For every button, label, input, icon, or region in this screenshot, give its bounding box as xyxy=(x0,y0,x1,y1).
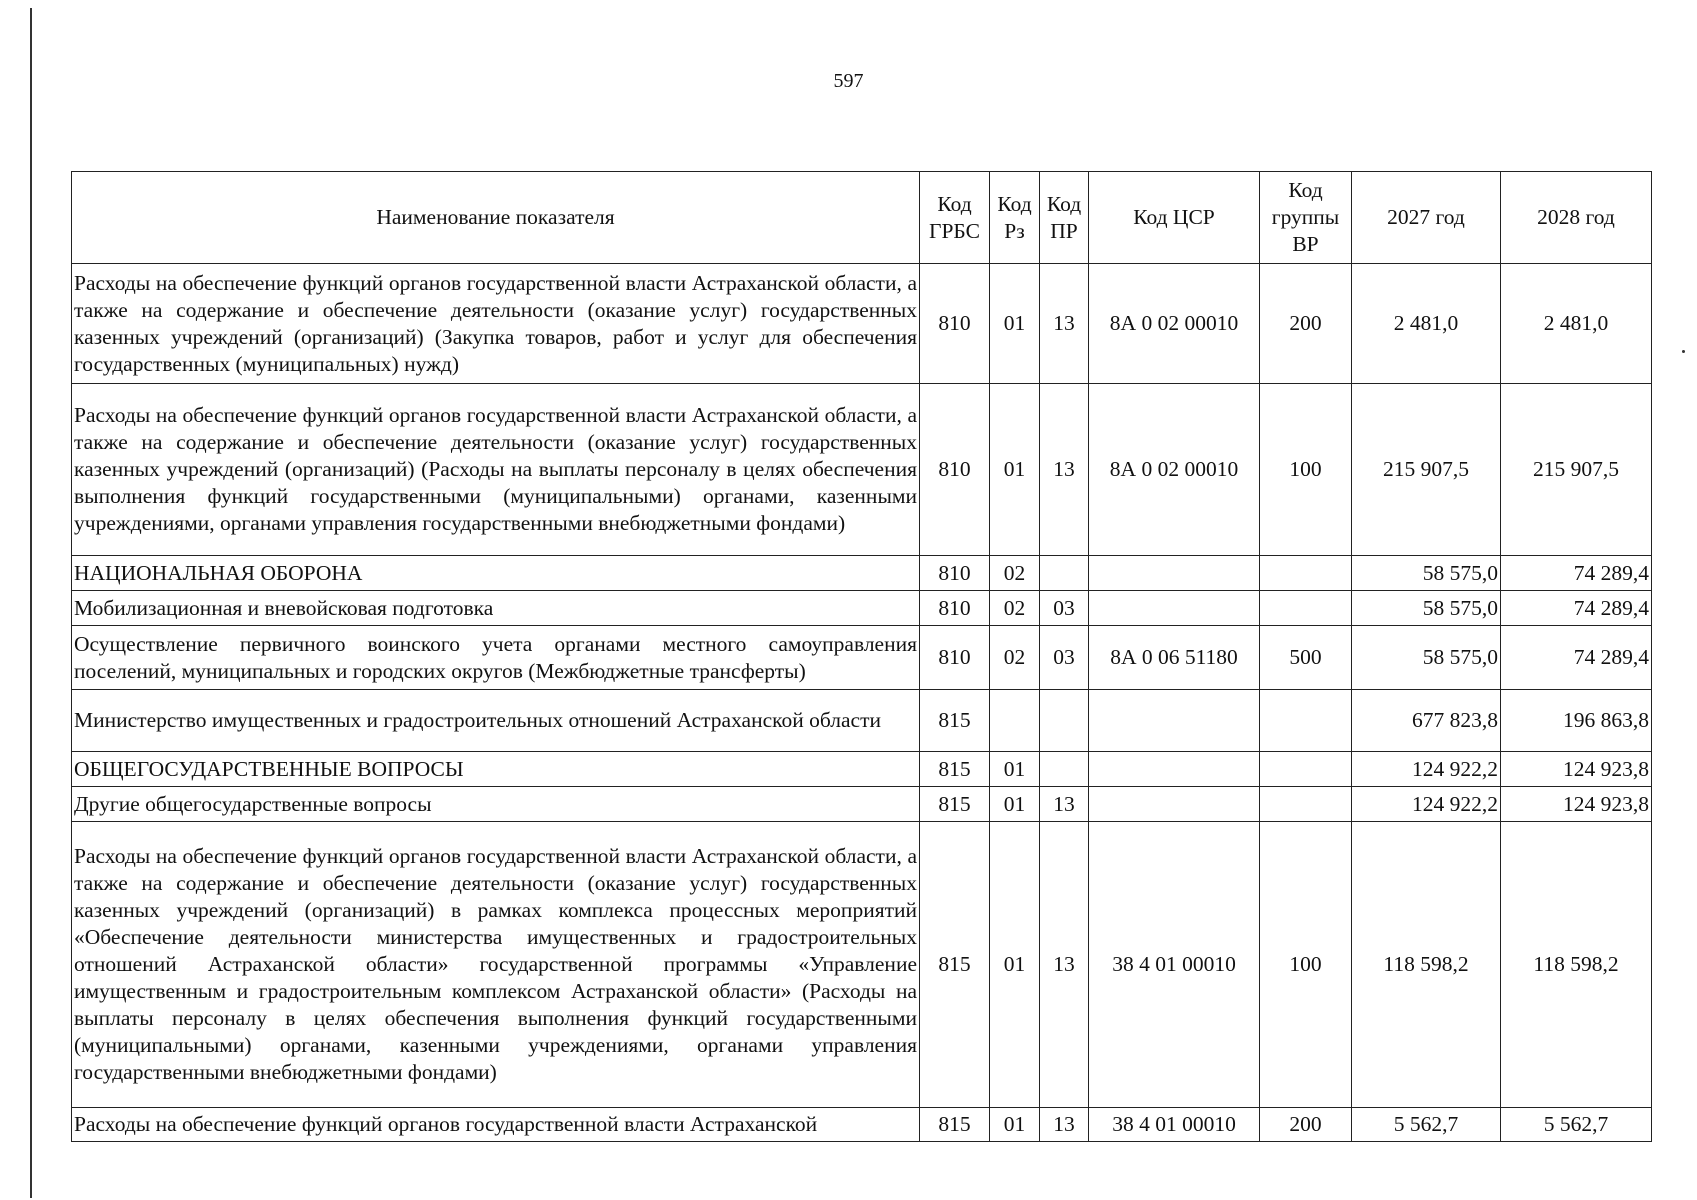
cell-name: Расходы на обеспечение функций органов государственной власти Астраханской области, а также на содержание и обеспечение деятельности (оказание услуг) государственных казенных учреждений (организаций) (Расходы на выплаты персоналу в целях обеспечения выполнения функций государственными (муниципальными) органами, казенными учреждениями, органами управления государственными внебюджетными фондами) xyxy=(72,384,920,556)
cell-rz: 01 xyxy=(990,384,1040,556)
cell-name: Мобилизационная и вневойсковая подготовка xyxy=(72,591,920,626)
table-row xyxy=(72,264,1652,384)
cell-vr: 100 xyxy=(1260,384,1352,556)
cell-vr xyxy=(1260,591,1352,626)
cell-vr: 100 xyxy=(1260,822,1352,1108)
cell-2027: 58 575,0 xyxy=(1352,591,1501,626)
cell-rz xyxy=(990,690,1040,752)
cell-grbs: 815 xyxy=(920,690,990,752)
cell-vr xyxy=(1260,556,1352,591)
table-row xyxy=(72,822,1652,1108)
cell-grbs: 810 xyxy=(920,264,990,384)
cell-2027: 677 823,8 xyxy=(1352,690,1501,752)
header-indicator-name: Наименование показателя xyxy=(72,172,920,264)
table-row xyxy=(72,1108,1652,1142)
scan-margin-line xyxy=(30,8,32,1198)
cell-csr xyxy=(1089,787,1260,822)
cell-2027: 215 907,5 xyxy=(1352,384,1501,556)
table-row xyxy=(72,752,1652,787)
cell-name: Министерство имущественных и градостроительных отношений Астраханской области xyxy=(72,690,920,752)
cell-2028: 74 289,4 xyxy=(1501,556,1652,591)
header-year-2027: 2027 год xyxy=(1352,172,1501,264)
cell-vr xyxy=(1260,690,1352,752)
header-rz-code: Код Рз xyxy=(990,172,1040,264)
cell-name: Другие общегосударственные вопросы xyxy=(72,787,920,822)
cell-pr: 03 xyxy=(1040,591,1089,626)
cell-rz: 01 xyxy=(990,1108,1040,1142)
cell-grbs: 810 xyxy=(920,556,990,591)
cell-pr: 13 xyxy=(1040,787,1089,822)
cell-2028: 215 907,5 xyxy=(1501,384,1652,556)
cell-vr: 500 xyxy=(1260,626,1352,690)
table-header-row xyxy=(72,172,1652,264)
cell-2027: 118 598,2 xyxy=(1352,822,1501,1108)
cell-pr: 13 xyxy=(1040,1108,1089,1142)
cell-vr: 200 xyxy=(1260,1108,1352,1142)
cell-name: Расходы на обеспечение функций органов государственной власти Астраханской xyxy=(72,1108,920,1142)
cell-grbs: 815 xyxy=(920,787,990,822)
cell-pr: 13 xyxy=(1040,822,1089,1108)
cell-rz: 02 xyxy=(990,591,1040,626)
cell-2027: 58 575,0 xyxy=(1352,626,1501,690)
cell-csr xyxy=(1089,690,1260,752)
cell-name: НАЦИОНАЛЬНАЯ ОБОРОНА xyxy=(72,556,920,591)
cell-2028: 196 863,8 xyxy=(1501,690,1652,752)
cell-vr xyxy=(1260,752,1352,787)
budget-table xyxy=(71,171,1652,1142)
cell-grbs: 815 xyxy=(920,1108,990,1142)
cell-grbs: 815 xyxy=(920,752,990,787)
table-row xyxy=(72,556,1652,591)
cell-csr xyxy=(1089,752,1260,787)
cell-2027: 124 922,2 xyxy=(1352,787,1501,822)
cell-grbs: 810 xyxy=(920,384,990,556)
cell-2028: 74 289,4 xyxy=(1501,591,1652,626)
header-vr-group-code: Код группы ВР xyxy=(1260,172,1352,264)
cell-grbs: 810 xyxy=(920,626,990,690)
cell-2027: 2 481,0 xyxy=(1352,264,1501,384)
scan-speck xyxy=(1682,350,1685,353)
cell-vr xyxy=(1260,787,1352,822)
cell-2028: 5 562,7 xyxy=(1501,1108,1652,1142)
cell-2027: 5 562,7 xyxy=(1352,1108,1501,1142)
header-grbs-code: Код ГРБС xyxy=(920,172,990,264)
cell-name: Расходы на обеспечение функций органов государственной власти Астраханской области, а также на содержание и обеспечение деятельности (оказание услуг) государственных казенных учреждений (организаций) в рамках комплекса процессных мероприятий «Обеспечение деятельности министерства имущественных и градостроительных отношений Астраханской области» государственной программы «Управление имущественным и градостроительным комплексом Астраханской области» (Расходы на выплаты персоналу в целях обеспечения выполнения функций государственными (муниципальными) органами, казенными учреждениями, органами управления государственными внебюджетными фондами) xyxy=(72,822,920,1108)
cell-pr xyxy=(1040,690,1089,752)
cell-pr xyxy=(1040,752,1089,787)
cell-2028: 118 598,2 xyxy=(1501,822,1652,1108)
cell-csr xyxy=(1089,556,1260,591)
cell-name: Осуществление первичного воинского учета органами местного самоуправления поселений, муниципальных и городских округов (Межбюджетные трансферты) xyxy=(72,626,920,690)
page-number: 597 xyxy=(833,70,864,92)
cell-rz: 01 xyxy=(990,264,1040,384)
cell-vr: 200 xyxy=(1260,264,1352,384)
cell-rz: 02 xyxy=(990,556,1040,591)
cell-2027: 124 922,2 xyxy=(1352,752,1501,787)
cell-2028: 2 481,0 xyxy=(1501,264,1652,384)
cell-rz: 01 xyxy=(990,752,1040,787)
table-row xyxy=(72,787,1652,822)
cell-2027: 58 575,0 xyxy=(1352,556,1501,591)
cell-rz: 01 xyxy=(990,822,1040,1108)
header-pr-code: Код ПР xyxy=(1040,172,1089,264)
cell-csr: 8А 0 02 00010 xyxy=(1089,264,1260,384)
table-row xyxy=(72,591,1652,626)
cell-2028: 74 289,4 xyxy=(1501,626,1652,690)
cell-pr: 03 xyxy=(1040,626,1089,690)
cell-grbs: 815 xyxy=(920,822,990,1108)
cell-pr: 13 xyxy=(1040,264,1089,384)
cell-2028: 124 923,8 xyxy=(1501,787,1652,822)
table-row xyxy=(72,690,1652,752)
table-row xyxy=(72,384,1652,556)
cell-pr xyxy=(1040,556,1089,591)
cell-name: ОБЩЕГОСУДАРСТВЕННЫЕ ВОПРОСЫ xyxy=(72,752,920,787)
cell-csr: 38 4 01 00010 xyxy=(1089,822,1260,1108)
cell-name: Расходы на обеспечение функций органов государственной власти Астраханской области, а также на содержание и обеспечение деятельности (оказание услуг) государственных казенных учреждений (организаций) (Закупка товаров, работ и услуг для обеспечения государственных (муниципальных) нужд) xyxy=(72,264,920,384)
header-csr-code: Код ЦСР xyxy=(1089,172,1260,264)
cell-csr xyxy=(1089,591,1260,626)
cell-csr: 8А 0 02 00010 xyxy=(1089,384,1260,556)
cell-rz: 01 xyxy=(990,787,1040,822)
table-row xyxy=(72,626,1652,690)
cell-2028: 124 923,8 xyxy=(1501,752,1652,787)
cell-pr: 13 xyxy=(1040,384,1089,556)
cell-grbs: 810 xyxy=(920,591,990,626)
cell-csr: 38 4 01 00010 xyxy=(1089,1108,1260,1142)
header-year-2028: 2028 год xyxy=(1501,172,1652,264)
cell-rz: 02 xyxy=(990,626,1040,690)
cell-csr: 8А 0 06 51180 xyxy=(1089,626,1260,690)
